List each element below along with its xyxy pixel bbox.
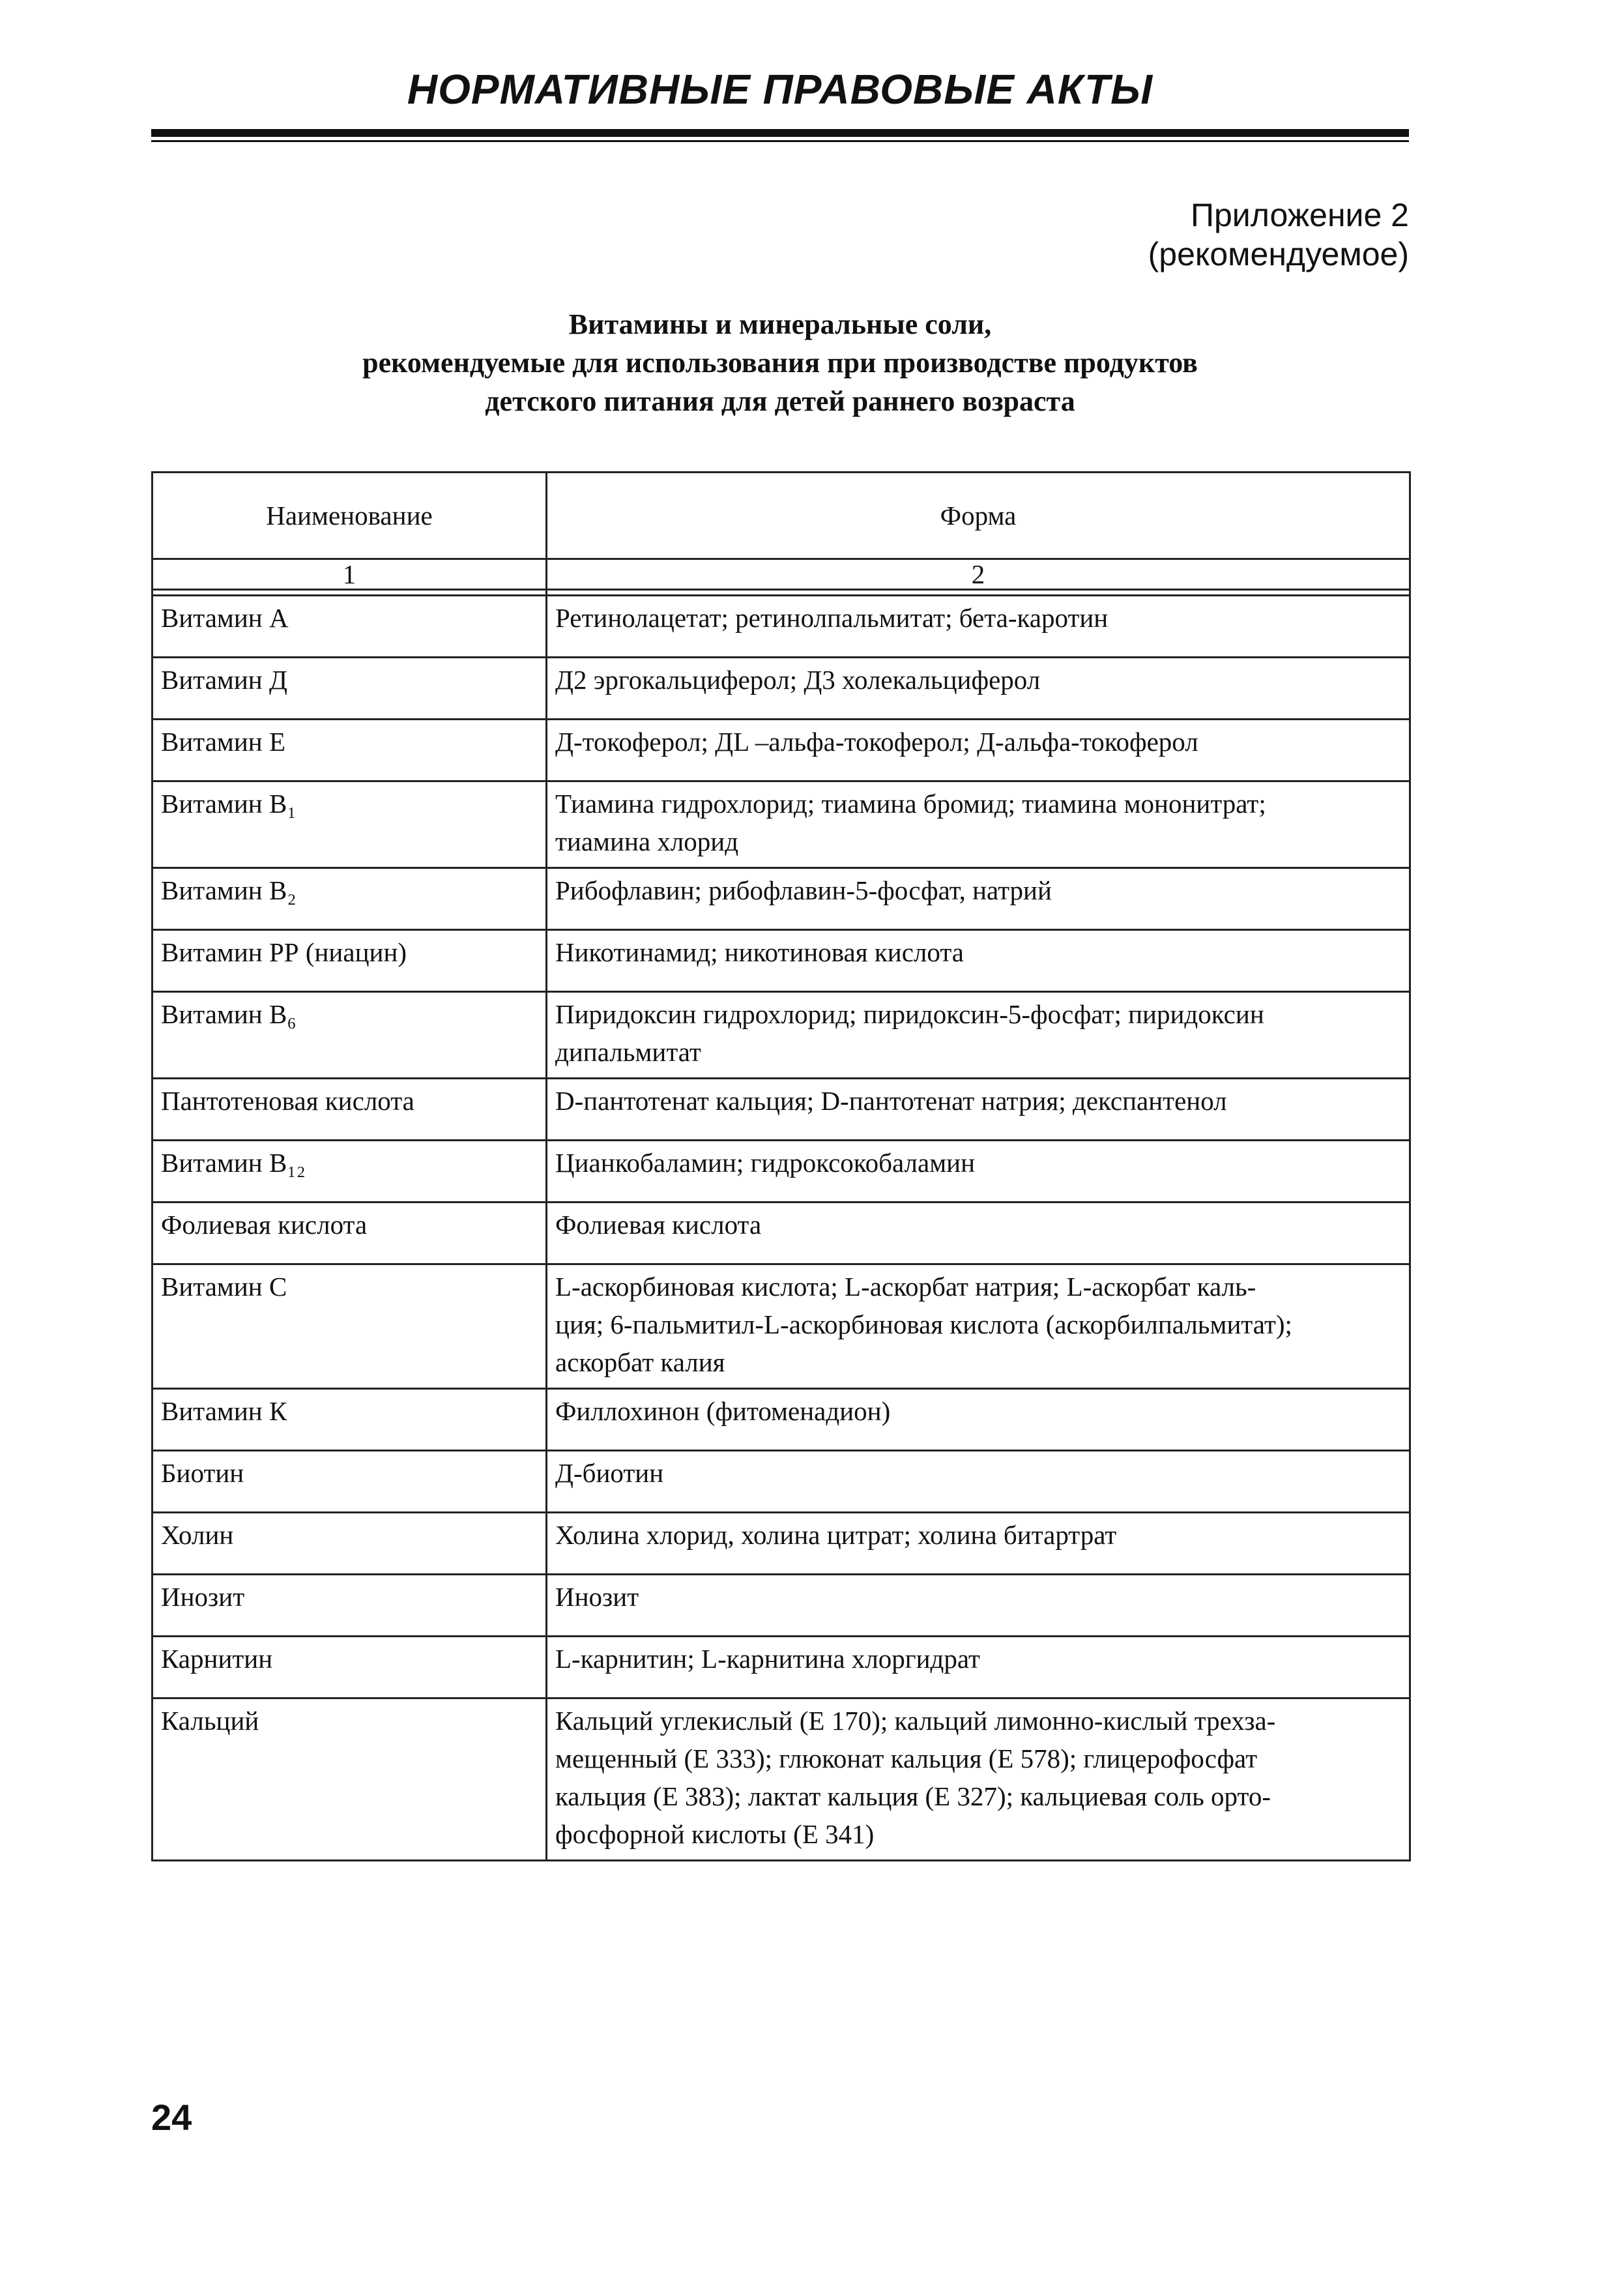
vitamin-form-cell: Д-биотин bbox=[547, 1451, 1410, 1513]
document-title bbox=[151, 305, 1409, 420]
appendix-label bbox=[1148, 196, 1409, 274]
table-row bbox=[152, 992, 1410, 1079]
vitamin-form-cell: Цианкобаламин; гидроксокобаламин bbox=[547, 1141, 1410, 1203]
column-number-row bbox=[152, 559, 1410, 590]
vitamin-name-cell: Витамин В₁₂ bbox=[152, 1141, 547, 1203]
table-row bbox=[152, 930, 1410, 992]
vitamin-form-cell: Никотинамид; никотиновая кислота bbox=[547, 930, 1410, 992]
vitamin-name-cell: Витамин РР (ниацин) bbox=[152, 930, 547, 992]
vitamin-form-cell: Фолиевая кислота bbox=[547, 1203, 1410, 1264]
appendix-status: (рекомендуемое) bbox=[1148, 236, 1409, 272]
table-header-separator bbox=[152, 590, 1410, 596]
table-row bbox=[152, 1513, 1410, 1575]
vitamin-form-cell: Холина хлорид, холина цитрат; холина битартрат bbox=[547, 1513, 1410, 1575]
table-row bbox=[152, 596, 1410, 658]
document-title-line-1: Витамины и минеральные соли, bbox=[568, 308, 992, 340]
table-header-row bbox=[152, 473, 1410, 559]
vitamin-name-cell: Витамин В₁ bbox=[152, 781, 547, 868]
vitamin-form-cell: Рибофлавин; рибофлавин-5-фосфат, натрий bbox=[547, 868, 1410, 930]
vitamin-name-cell: Холин bbox=[152, 1513, 547, 1575]
vitamin-name-cell: Пантотеновая кислота bbox=[152, 1079, 547, 1141]
table-row bbox=[152, 1079, 1410, 1141]
vitamin-name-cell: Витамин Д bbox=[152, 658, 547, 720]
vitamin-name-cell: Инозит bbox=[152, 1575, 547, 1637]
vitamin-name-cell: Витамин С bbox=[152, 1264, 547, 1389]
vitamin-name-cell: Фолиевая кислота bbox=[152, 1203, 547, 1264]
vitamin-name-cell: Витамин В₆ bbox=[152, 992, 547, 1079]
vitamin-form-cell: Д2 эргокальциферол; Д3 холекальциферол bbox=[547, 658, 1410, 720]
table-row bbox=[152, 1451, 1410, 1513]
column-header-name: Наименование bbox=[152, 473, 547, 559]
vitamin-name-cell: Витамин В₂ bbox=[152, 868, 547, 930]
vitamins-table bbox=[151, 471, 1411, 1861]
appendix-number: Приложение 2 bbox=[1191, 197, 1409, 233]
vitamin-form-cell: Кальций углекислый (Е 170); кальций лимонно-кислый трехза- мещенный (Е 333); глюконат кальция (Е 578); глицерофосфат кальция (Е 383); лактат кальция (Е 327); кальциевая соль орто- фосфорной кислоты (Е 341) bbox=[547, 1699, 1410, 1861]
table-row bbox=[152, 1389, 1410, 1451]
vitamin-name-cell: Витамин Е bbox=[152, 720, 547, 781]
table-row bbox=[152, 658, 1410, 720]
vitamin-form-cell: Тиамина гидрохлорид; тиамина бромид; тиамина мононитрат; тиамина хлорид bbox=[547, 781, 1410, 868]
table-row bbox=[152, 1575, 1410, 1637]
header-rule-thin bbox=[151, 140, 1409, 142]
vitamin-form-cell: L-аскорбиновая кислота; L-аскорбат натрия; L-аскорбат каль- ция; 6-пальмитил-L-аскорбиновая кислота (аскорбилпальмитат); аскорбат калия bbox=[547, 1264, 1410, 1389]
vitamin-form-cell: D-пантотенат кальция; D-пантотенат натрия; декспантенол bbox=[547, 1079, 1410, 1141]
table-row bbox=[152, 1637, 1410, 1699]
vitamin-name-cell: Карнитин bbox=[152, 1637, 547, 1699]
column-header-form: Форма bbox=[547, 473, 1410, 559]
table-row bbox=[152, 720, 1410, 781]
table-body bbox=[152, 596, 1410, 1861]
table-row bbox=[152, 1203, 1410, 1264]
header-rule-thick bbox=[151, 129, 1409, 137]
document-title-line-3: детского питания для детей раннего возраста bbox=[485, 385, 1075, 417]
vitamin-name-cell: Биотин bbox=[152, 1451, 547, 1513]
vitamin-form-cell: Инозит bbox=[547, 1575, 1410, 1637]
running-head-title: НОРМАТИВНЫЕ ПРАВОВЫЕ АКТЫ bbox=[407, 66, 1153, 113]
vitamin-form-cell: Филлохинон (фитоменадион) bbox=[547, 1389, 1410, 1451]
table-row bbox=[152, 781, 1410, 868]
vitamin-form-cell: Ретинолацетат; ретинолпальмитат; бета-каротин bbox=[547, 596, 1410, 658]
vitamin-form-cell: Д-токоферол; ДL –альфа-токоферол; Д-альфа-токоферол bbox=[547, 720, 1410, 781]
table-row bbox=[152, 1141, 1410, 1203]
table-row bbox=[152, 1699, 1410, 1861]
vitamin-name-cell: Витамин А bbox=[152, 596, 547, 658]
column-number-2: 2 bbox=[547, 559, 1410, 590]
table-row bbox=[152, 1264, 1410, 1389]
vitamin-form-cell: L-карнитин; L-карнитина хлоргидрат bbox=[547, 1637, 1410, 1699]
page-number: 24 bbox=[151, 2097, 192, 2138]
column-number-1: 1 bbox=[152, 559, 547, 590]
vitamin-form-cell: Пиридоксин гидрохлорид; пиридоксин-5-фосфат; пиридоксин дипальмитат bbox=[547, 992, 1410, 1079]
table-row bbox=[152, 868, 1410, 930]
document-title-line-2: рекомендуемые для использования при производстве продуктов bbox=[362, 347, 1198, 379]
vitamin-name-cell: Витамин К bbox=[152, 1389, 547, 1451]
vitamin-name-cell: Кальций bbox=[152, 1699, 547, 1861]
